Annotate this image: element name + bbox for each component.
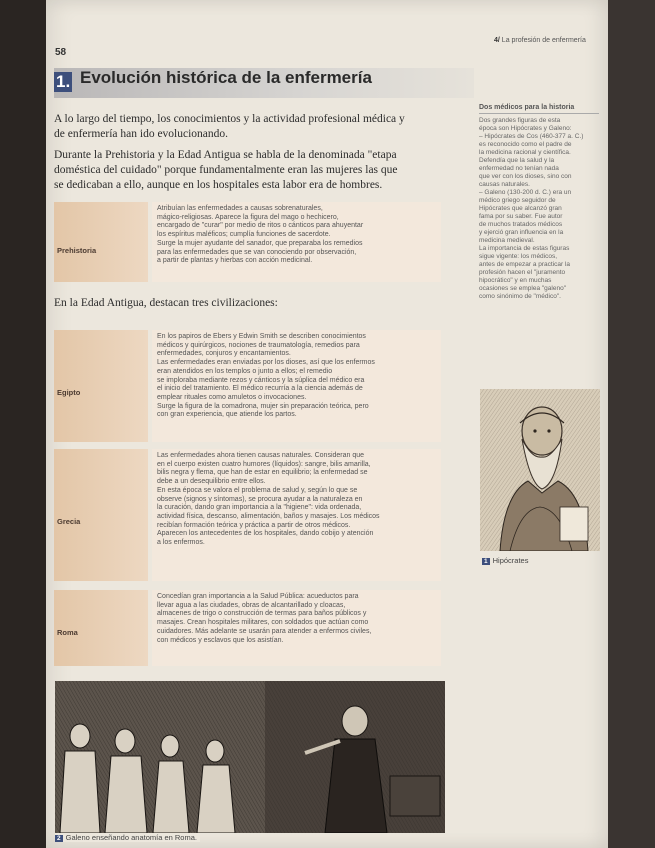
sidebar-line: medicina medieval. xyxy=(479,237,535,244)
section-number: 1. xyxy=(56,72,71,91)
figure-caption xyxy=(55,833,200,842)
sidebar-line: médico griego seguidor de xyxy=(479,197,556,204)
row-text-line: los espíritus maléficos; cumplía funciones de sacerdote. xyxy=(157,231,331,239)
row-label-cell xyxy=(54,202,148,282)
row-text-line: mágico-religiosas. Aparece la figura del mago o hechicero, xyxy=(157,213,339,221)
intro-paragraph-2 xyxy=(54,148,459,193)
row-label: Grecia xyxy=(57,517,81,526)
sidebar-line: como sinónimo de "médico". xyxy=(479,293,561,300)
table-row-roma xyxy=(54,590,441,666)
running-head-number: 4/ xyxy=(494,37,500,44)
sidebar-line: de muchos tratados médicos xyxy=(479,221,563,228)
sidebar-line: y ejerció gran influencia en la xyxy=(479,229,564,236)
row-text-line: observe (signos y síntomas), se procura ayudar a la naturaleza en xyxy=(157,495,363,503)
row-text-cell xyxy=(152,449,441,581)
row-text-line: actividad física, descanso, alimentación, baños y masajes. Los médicos xyxy=(157,512,380,520)
row-text-line: con gran experiencia, que atiende los partos. xyxy=(157,411,297,419)
row-text-line: a partir de plantas y hierbas con acción medicinal. xyxy=(157,257,313,265)
book-edge xyxy=(608,0,655,848)
galeno-teaching-engraving xyxy=(55,681,445,833)
row-text-line: debe a un desequilibrio entre ellos. xyxy=(157,478,266,486)
sidebar-line: ocasiones se emplea "galeno" xyxy=(479,285,567,292)
row-text-line: con médicos y esclavos que los asistían. xyxy=(157,636,284,644)
figure-number: 1 xyxy=(484,558,488,565)
row-text-line: para las enfermedades que se van conociendo por observación, xyxy=(157,248,357,256)
hippocrates-portrait xyxy=(480,389,600,551)
intro-line: de enfermería han ido evolucionando. xyxy=(54,128,229,140)
table-row-prehistoria xyxy=(54,202,441,282)
section-title: Evolución histórica de la enfermería xyxy=(80,68,372,87)
row-text-line: bilis negra y flema, que han de estar en equilibrio; la enfermedad se xyxy=(157,469,368,477)
sidebar-line: fama por su saber. Fue autor xyxy=(479,213,563,220)
intro-line: Durante la Prehistoria y la Edad Antigua se habla de la denominada "etapa xyxy=(54,149,397,161)
sidebar-line: Defendía que la salud y la xyxy=(479,157,555,164)
intro-line: doméstica del cuidado" porque fundamentalmente eran las mujeres las que xyxy=(54,164,398,176)
running-head xyxy=(494,37,586,44)
table-row-grecia xyxy=(54,449,441,581)
row-text-cell xyxy=(152,330,441,442)
row-text-line: encargado de "curar" por medio de ritos o cánticos para ahuyentar xyxy=(157,222,364,230)
sidebar-line: hipocrático" y en muchas xyxy=(479,277,552,284)
row-text-cell xyxy=(152,590,441,666)
row-text-line: Aparecen los antecedentes de los hospitales, dando cobijo y atención xyxy=(157,530,374,538)
intro-line: se dedicaban a ello, aunque en los hospitales esta labor era de hombres. xyxy=(54,179,383,191)
row-text-line: Las enfermedades eran enviadas por los dioses, así que los enfermos xyxy=(157,359,375,367)
row-text-line: llevar agua a las ciudades, obras de alcantarillado y cloacas, xyxy=(157,601,346,609)
sidebar-line: causas naturales. xyxy=(479,181,530,188)
row-text-line: se imploraba mediante rezos y cánticos y la súplica del médico era xyxy=(157,376,365,384)
row-text-line: médicos y quirúrgicos, nociones de traumatología, remedios para xyxy=(157,341,360,349)
row-text-line: eran atendidos en los templos o junto a ellos; el remedio xyxy=(157,367,333,375)
row-text-line: Surge la mujer ayudante del sanador, que preparaba los remedios xyxy=(157,239,363,247)
intro-paragraph-1 xyxy=(54,112,444,142)
row-label-cell xyxy=(54,590,148,666)
row-text-line: masajes. Crean hospitales militares, con soldados que actúan como xyxy=(157,619,369,627)
sidebar-line: – Hipócrates de Cos (460-377 a. C.) xyxy=(479,133,584,140)
sidebar-line: profesión hacen el "juramento xyxy=(479,269,566,276)
sidebar-line: época son Hipócrates y Galeno: xyxy=(479,125,572,132)
sidebar-line: Hipócrates que alcanzó gran xyxy=(479,205,562,212)
figure-caption xyxy=(482,556,528,565)
sidebar-line: enfermedad no tenían nada xyxy=(479,165,559,172)
row-text-line: En esta época se valora el problema de salud y, según lo que se xyxy=(157,486,358,494)
row-text-line: Concedían gran importancia a la Salud Pública: acueductos para xyxy=(157,593,359,600)
row-text-line: Las enfermedades ahora tienen causas naturales. Consideran que xyxy=(157,452,365,459)
sidebar-line: antes de empezar a practicar la xyxy=(479,261,571,268)
figure-number: 2 xyxy=(57,835,61,842)
sidebar-box xyxy=(479,104,599,301)
intro-line: A lo largo del tiempo, los conocimientos y la actividad profesional médica y xyxy=(54,113,405,125)
row-text-line: Surge la figura de la comadrona, mujer sin preparación teórica, pero xyxy=(157,402,369,410)
row-label: Roma xyxy=(57,628,78,637)
sidebar-line: que ver con los dioses, sino con xyxy=(479,173,572,180)
sidebar-title: Dos médicos para la historia xyxy=(479,104,599,114)
row-text-line: cuidadores. Más adelante se usarán para atender a enfermos civiles, xyxy=(157,627,372,635)
sidebar-line: Dos grandes figuras de esta xyxy=(479,117,561,124)
civilizations-intro: En la Edad Antigua, destacan tres civilizaciones: xyxy=(54,297,278,309)
row-text-line: la curación, dando gran importancia a la "higiene": vida ordenada, xyxy=(157,504,362,512)
sidebar-line: sigue vigente: los médicos, xyxy=(479,253,558,260)
table-row-egipto xyxy=(54,330,441,442)
row-text-line: En los papiros de Ebers y Edwin Smith se describen conocimientos xyxy=(157,333,366,340)
row-text-cell xyxy=(152,202,441,282)
row-label-cell xyxy=(54,330,148,442)
row-text-line: en el cuerpo existen cuatro humores (líquidos): sangre, bilis amarilla, xyxy=(157,460,371,468)
row-text-line: enfermedades, conjuros y encantamientos. xyxy=(157,350,291,358)
row-text-line: Atribuían las enfermedades a causas sobrenaturales, xyxy=(157,205,323,212)
row-label: Egipto xyxy=(57,388,81,397)
book-page xyxy=(46,0,608,848)
row-label: Prehistoria xyxy=(57,246,97,255)
row-text-line: recibían formación teórica y práctica a partir de otros médicos. xyxy=(157,521,351,529)
page-number: 58 xyxy=(55,47,67,58)
sidebar-line: la medicina racional y científica. xyxy=(479,149,571,156)
figure-caption-text: Galeno enseñando anatomía en Roma. xyxy=(65,833,197,842)
sidebar-line: es reconocido como el padre de xyxy=(479,141,572,148)
row-text-line: almacenes de trigo o construcción de termas para baños públicos y xyxy=(157,610,367,618)
row-text-line: emplear rituales como amuletos o invocaciones. xyxy=(157,393,307,401)
sidebar-line: – Galeno (130-200 d. C.) era un xyxy=(479,189,572,196)
row-text-line: el inicio del tratamiento. El médico recurría a la ciencia además de xyxy=(157,385,363,393)
row-label-cell xyxy=(54,449,148,581)
figure-caption-text: Hipócrates xyxy=(492,556,529,565)
sidebar-line: La importancia de estas figuras xyxy=(479,245,570,252)
running-head-text: La profesión de enfermería xyxy=(501,37,586,44)
sidebar-body xyxy=(479,117,599,301)
row-text-line: a los enfermos. xyxy=(157,539,205,547)
